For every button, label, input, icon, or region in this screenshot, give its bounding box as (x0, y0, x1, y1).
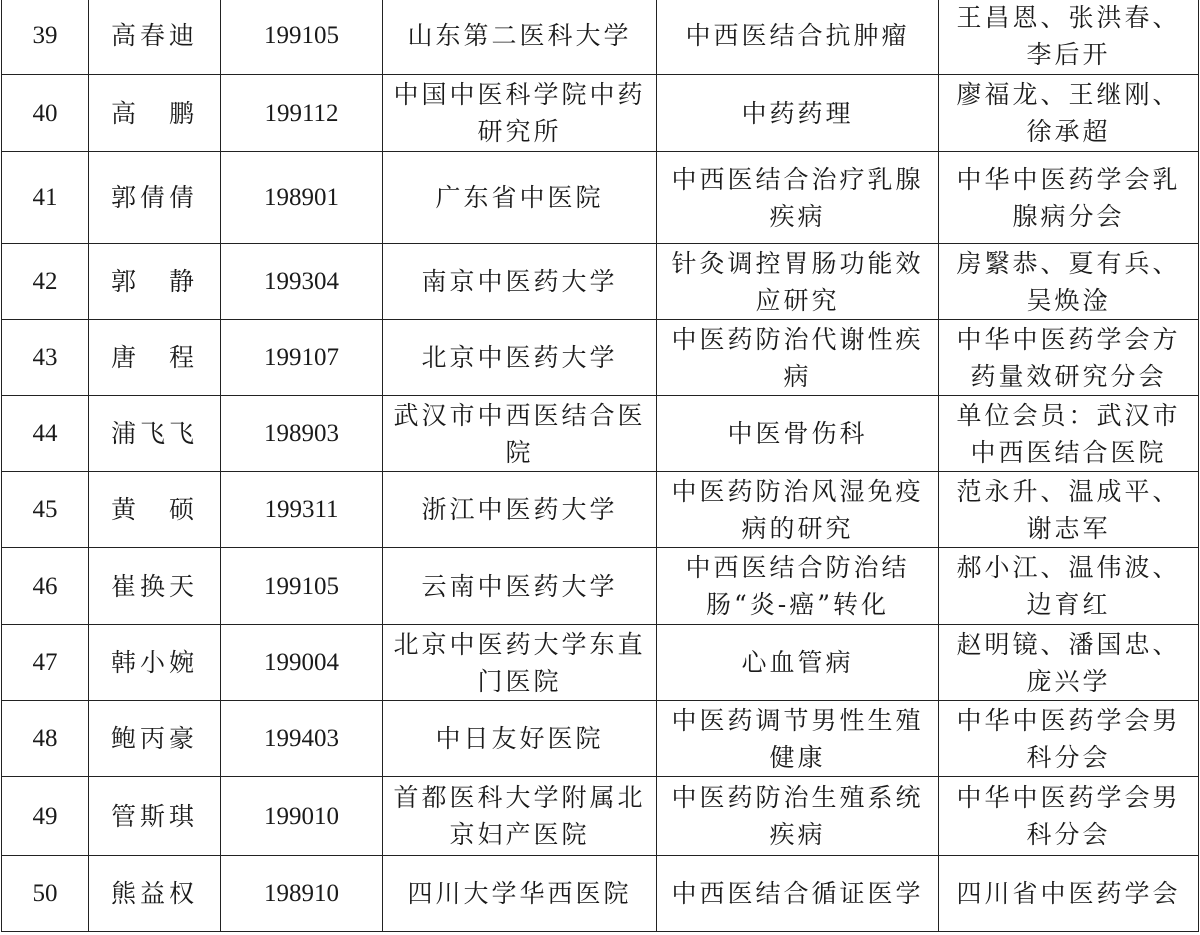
work-unit: 武汉市中西医结合医院 (383, 396, 657, 472)
recommender: 中华中医药学会男科分会 (939, 701, 1199, 777)
research-field: 中西医结合抗肿瘤 (657, 0, 939, 75)
row-number: 47 (2, 625, 89, 701)
birth-date: 199403 (221, 701, 383, 777)
research-field: 中医药防治风湿免疫病的研究 (657, 472, 939, 548)
row-number: 48 (2, 701, 89, 777)
birth-date: 199304 (221, 244, 383, 320)
row-number: 42 (2, 244, 89, 320)
work-unit: 北京中医药大学东直门医院 (383, 625, 657, 701)
table-row (2, 856, 1199, 932)
work-unit: 广东省中医院 (383, 152, 657, 244)
person-name: 熊益权 (89, 856, 221, 932)
recommender: 郝小江、温伟波、边育红 (939, 548, 1199, 625)
research-field: 针灸调控胃肠功能效应研究 (657, 244, 939, 320)
work-unit: 中日友好医院 (383, 701, 657, 777)
person-name: 崔换天 (89, 548, 221, 625)
row-number: 45 (2, 472, 89, 548)
birth-date: 199112 (221, 75, 383, 152)
row-number: 41 (2, 152, 89, 244)
birth-date: 199311 (221, 472, 383, 548)
person-name: 郭 静 (89, 244, 221, 320)
person-name: 高春迪 (89, 0, 221, 75)
recommender: 廖福龙、王继刚、徐承超 (939, 75, 1199, 152)
person-name: 管斯琪 (89, 777, 221, 856)
work-unit: 中国中医科学院中药研究所 (383, 75, 657, 152)
row-number: 39 (2, 0, 89, 75)
person-name: 鲍丙豪 (89, 701, 221, 777)
recommender: 四川省中医药学会 (939, 856, 1199, 932)
table-row (2, 625, 1199, 701)
research-field: 中药药理 (657, 75, 939, 152)
table-row (2, 396, 1199, 472)
table-row (2, 548, 1199, 625)
birth-date: 199105 (221, 0, 383, 75)
table-row (2, 320, 1199, 396)
research-field: 中医药防治代谢性疾病 (657, 320, 939, 396)
birth-date: 199004 (221, 625, 383, 701)
work-unit: 云南中医药大学 (383, 548, 657, 625)
research-field: 中医药调节男性生殖健康 (657, 701, 939, 777)
row-number: 40 (2, 75, 89, 152)
recommender: 单位会员：武汉市中西医结合医院 (939, 396, 1199, 472)
work-unit: 北京中医药大学 (383, 320, 657, 396)
recommender: 王昌恩、张洪春、李后开 (939, 0, 1199, 75)
research-field: 中医骨伤科 (657, 396, 939, 472)
roster-body (2, 0, 1199, 932)
person-name: 黄 硕 (89, 472, 221, 548)
recommender: 房繄恭、夏有兵、吴焕淦 (939, 244, 1199, 320)
row-number: 46 (2, 548, 89, 625)
work-unit: 山东第二医科大学 (383, 0, 657, 75)
row-number: 43 (2, 320, 89, 396)
table-row (2, 701, 1199, 777)
birth-date: 198901 (221, 152, 383, 244)
birth-date: 199010 (221, 777, 383, 856)
recommender: 中华中医药学会男科分会 (939, 777, 1199, 856)
person-name: 郭倩倩 (89, 152, 221, 244)
birth-date: 199105 (221, 548, 383, 625)
birth-date: 198910 (221, 856, 383, 932)
research-field: 中医药防治生殖系统疾病 (657, 777, 939, 856)
recommender: 中华中医药学会方药量效研究分会 (939, 320, 1199, 396)
row-number: 44 (2, 396, 89, 472)
work-unit: 浙江中医药大学 (383, 472, 657, 548)
research-field: 中西医结合循证医学 (657, 856, 939, 932)
table-row (2, 777, 1199, 856)
table-row (2, 0, 1199, 75)
table-row (2, 152, 1199, 244)
table-row (2, 244, 1199, 320)
person-name: 浦飞飞 (89, 396, 221, 472)
roster-table (1, 0, 1199, 932)
birth-date: 199107 (221, 320, 383, 396)
research-field: 中西医结合防治结肠“炎-癌”转化 (657, 548, 939, 625)
row-number: 49 (2, 777, 89, 856)
work-unit: 南京中医药大学 (383, 244, 657, 320)
research-field: 中西医结合治疗乳腺疾病 (657, 152, 939, 244)
person-name: 唐 程 (89, 320, 221, 396)
person-name: 高 鹏 (89, 75, 221, 152)
recommender: 范永升、温成平、谢志军 (939, 472, 1199, 548)
table-row (2, 75, 1199, 152)
person-name: 韩小婉 (89, 625, 221, 701)
table-row (2, 472, 1199, 548)
work-unit: 四川大学华西医院 (383, 856, 657, 932)
row-number: 50 (2, 856, 89, 932)
birth-date: 198903 (221, 396, 383, 472)
recommender: 赵明镜、潘国忠、庞兴学 (939, 625, 1199, 701)
recommender: 中华中医药学会乳腺病分会 (939, 152, 1199, 244)
work-unit: 首都医科大学附属北京妇产医院 (383, 777, 657, 856)
research-field: 心血管病 (657, 625, 939, 701)
